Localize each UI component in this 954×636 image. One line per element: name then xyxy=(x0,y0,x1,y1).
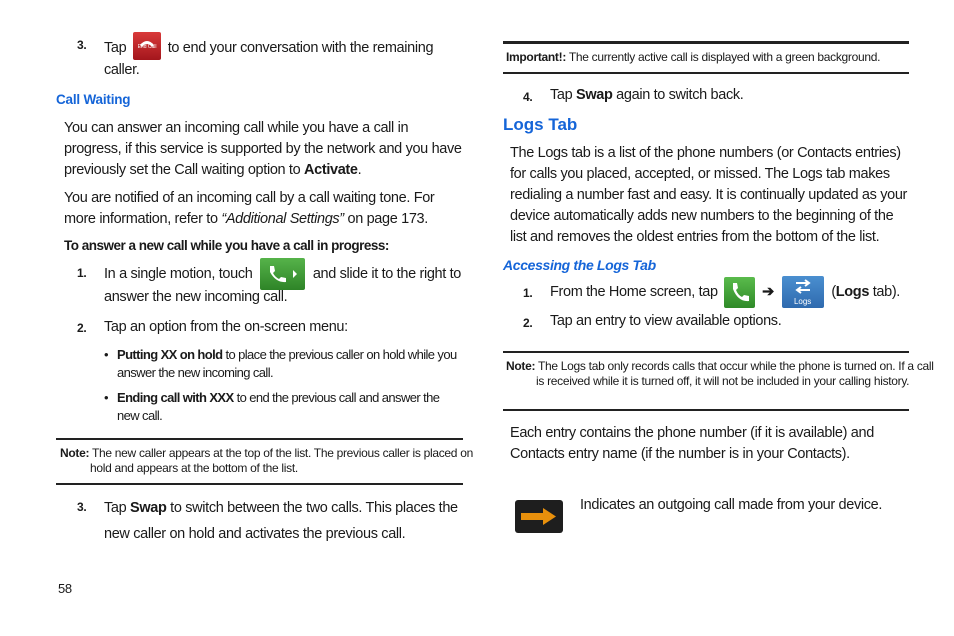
logs-paragraph: The Logs tab is a list of the phone numbers (or Contacts entries) for calls you placed, accepted, or missed. The Logs tab makes redialing a number fast and easy. It is continually updated as your device automatically adds new numbers to the beginning of the list and removes the oldest entries from the bottom of the list. xyxy=(510,145,908,245)
bullet-item: • Ending call with XXX to end the previous call and answer the new call. xyxy=(104,390,440,423)
step-text: Tap an entry to view available options. xyxy=(550,313,782,329)
arrow-icon: ➔ xyxy=(762,284,774,300)
procedure-heading: To answer a new call while you have a call in progress: xyxy=(64,238,389,253)
notification-paragraph: You are notified of an incoming call by a call waiting tone. For more information, refer to “Additional Settings” on page 173. xyxy=(64,190,435,227)
step-open-logs: From the Home screen, tap ➔ Logs (Logs tab). xyxy=(550,276,920,309)
step-end-call xyxy=(104,34,464,62)
step-text: Tap xyxy=(104,39,127,56)
logs-icon: Logs xyxy=(782,276,824,308)
important-note: Important!: The currently active call is displayed with a green background. xyxy=(506,50,881,64)
note-top-rule xyxy=(56,438,463,440)
note-top-rule xyxy=(503,351,909,353)
step-text: to end your conversation with the remaining xyxy=(167,39,434,56)
call-waiting-heading: Call Waiting xyxy=(56,92,131,107)
step-number: 4. xyxy=(523,90,533,104)
end-call-icon: End Call xyxy=(133,32,161,60)
step-number: 1. xyxy=(523,286,533,300)
step-swap-back: Tap Swap again to switch back. xyxy=(550,87,744,103)
step-number: 1. xyxy=(77,266,87,280)
step-number: 3. xyxy=(77,38,87,52)
step-text: answer the new incoming call. xyxy=(104,289,288,305)
note: Note: The new caller appears at the top of the list. The previous caller is placed on hold and appears at the bottom of the list. xyxy=(60,446,473,475)
step-number: 3. xyxy=(77,500,87,514)
logs-note: Note: The Logs tab only records calls that occur while the phone is turned on. If a call is received while it is turned off, it will not be included in your calling history. xyxy=(506,359,934,388)
step-number: 2. xyxy=(523,316,533,330)
step-number: 2. xyxy=(77,321,87,335)
important-top-rule xyxy=(503,41,909,44)
answer-slide-icon xyxy=(260,258,305,290)
logs-tab-heading: Logs Tab xyxy=(503,115,578,134)
outgoing-call-description: Indicates an outgoing call made from your device. xyxy=(580,497,883,513)
call-waiting-paragraph: You can answer an incoming call while you have a call in progress, if this service is supported by the network and you have previously set the Call waiting option to Activate. xyxy=(64,120,462,178)
phone-icon xyxy=(724,277,755,308)
outgoing-call-icon xyxy=(515,500,563,533)
bullet-item: • Putting XX on hold to place the previous caller on hold while you answer the new incoming call. xyxy=(104,347,457,380)
page-number: 58 xyxy=(58,581,72,596)
important-bottom-rule xyxy=(503,72,909,74)
step-answer-call: In a single motion, touch and slide it to the right to xyxy=(104,258,474,290)
entry-paragraph: Each entry contains the phone number (if it is available) and Contacts entry name (if the number is in your Contacts). xyxy=(510,425,874,462)
accessing-logs-heading: Accessing the Logs Tab xyxy=(503,257,656,273)
note-bottom-rule xyxy=(503,409,909,411)
settings-link[interactable]: “Additional Settings” xyxy=(221,211,344,227)
option-list xyxy=(104,346,462,425)
step-text: caller. xyxy=(104,62,140,78)
step-swap: Tap Swap to switch between the two calls. This places the new caller on hold and activates the previous call. xyxy=(104,500,458,542)
step-text: Tap an option from the on-screen menu: xyxy=(104,319,348,335)
note-bottom-rule xyxy=(56,483,463,485)
